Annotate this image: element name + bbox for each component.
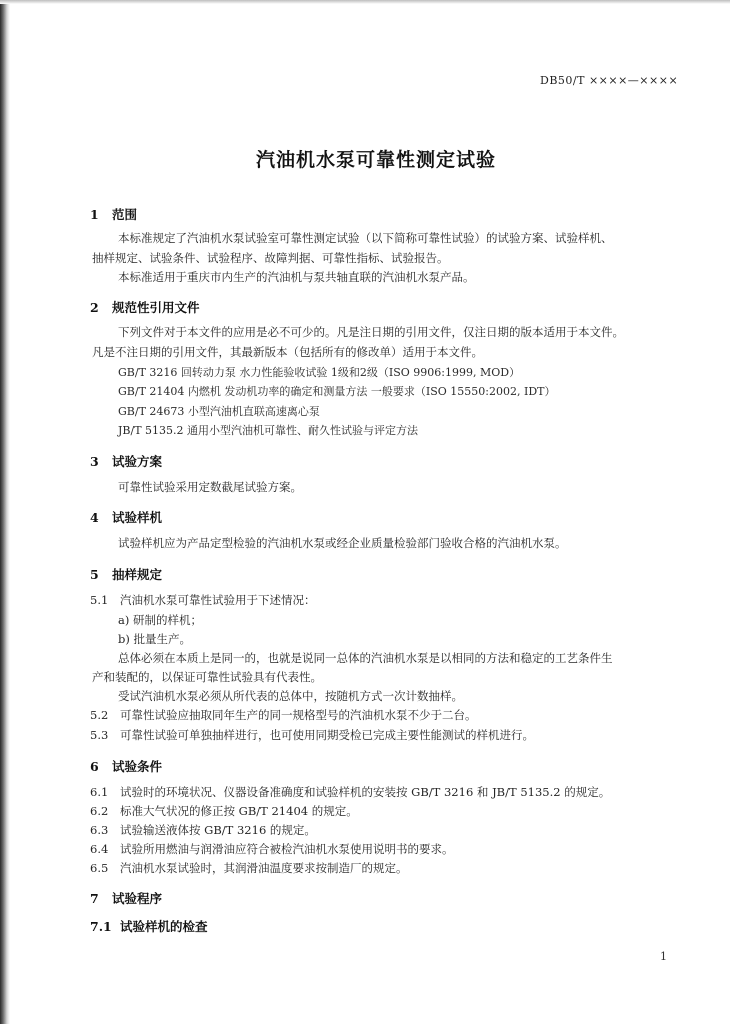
clause-text: 可靠性试验应抽取同年生产的同一规格型号的汽油机水泵不少于二台。: [120, 708, 477, 722]
section-title: 规范性引用文件: [112, 300, 200, 315]
clause-number: 5.3: [90, 728, 109, 742]
section-title: 试验程序: [112, 891, 163, 906]
section-1-heading: [90, 205, 137, 223]
clause-text: 汽油机水泵可靠性试验用于下述情况：: [120, 593, 316, 607]
section-title: 试验方案: [112, 454, 163, 469]
section-title: 抽样规定: [112, 567, 163, 582]
section-1-paragraph-1a: 本标准规定了汽油机水泵试验室可靠性测定试验（以下简称可靠性试验）的试验方案、试验样机、: [118, 231, 613, 245]
clause-number: 6.4: [90, 842, 109, 856]
reference-item: GB/T 3216 回转动力泵 水力性能验收试验 1级和2级（ISO 9906:1999, MOD）: [118, 366, 521, 379]
document-title: 汽油机水泵可靠性测定试验: [256, 149, 497, 171]
section-number: 1: [90, 207, 99, 222]
clause-6-2: [90, 803, 358, 819]
clause-number: 6.1: [90, 785, 109, 799]
section-5-paragraph-2: 受试汽油机水泵必须从所代表的总体中，按随机方式一次计数抽样。: [118, 689, 463, 703]
section-2-paragraph-1a: 下列文件对于本文件的应用是必不可少的。凡是注日期的引用文件，仅注日期的版本适用于本文件。: [118, 325, 624, 339]
clause-6-5: [90, 860, 408, 876]
clause-text: 试验输送液体按 GB/T 3216 的规定。: [120, 823, 316, 837]
clause-number: 6.2: [90, 804, 109, 818]
section-number: 7: [90, 891, 99, 906]
section-title: 试验条件: [112, 759, 163, 774]
reference-item: GB/T 24673 小型汽油机直联高速离心泵: [118, 405, 320, 418]
clause-number: 5.1: [90, 593, 109, 607]
clause-7-1-heading: [90, 917, 208, 935]
clause-6-4: [90, 841, 454, 857]
reference-item: JB/T 5135.2 通用小型汽油机可靠性、耐久性试验与评定方法: [118, 424, 419, 437]
section-number: 3: [90, 454, 99, 469]
section-4-paragraph: 试验样机应为产品定型检验的汽油机水泵或经企业质量检验部门验收合格的汽油机水泵。: [118, 536, 567, 550]
section-5-heading: [90, 565, 162, 583]
page-number: 1: [660, 950, 667, 963]
clause-6-3: [90, 822, 316, 838]
clause-text: 标准大气状况的修正按 GB/T 21404 的规定。: [120, 804, 358, 818]
clause-text: 可靠性试验可单独抽样进行，也可使用同期受检已完成主要性能测试的样机进行。: [120, 728, 534, 742]
section-4-heading: [90, 508, 162, 526]
list-item: a) 研制的样机；: [118, 613, 202, 627]
section-7-heading: [90, 889, 162, 907]
section-title: 范围: [112, 207, 138, 222]
section-6-heading: [90, 757, 162, 775]
section-number: 6: [90, 759, 99, 774]
clause-number: 6.3: [90, 823, 109, 837]
clause-text: 试验所用燃油与润滑油应符合被检汽油机水泵使用说明书的要求。: [120, 842, 454, 856]
standard-code: DB50/T ××××—××××: [540, 74, 679, 87]
clause-5-1: [90, 592, 316, 608]
list-item: b) 批量生产。: [118, 632, 192, 646]
clause-number: 5.2: [90, 708, 109, 722]
reference-item: GB/T 21404 内燃机 发动机功率的确定和测量方法 一般要求（ISO 15550:2002, IDT）: [118, 385, 556, 398]
section-number: 5: [90, 567, 99, 582]
clause-title: 试验样机的检查: [120, 919, 208, 934]
clause-5-2: [90, 707, 477, 723]
clause-number: 6.5: [90, 861, 109, 875]
section-1-paragraph-2: 本标准适用于重庆市内生产的汽油机与泵共轴直联的汽油机水泵产品。: [118, 270, 475, 284]
section-2-paragraph-1b: 凡是不注日期的引用文件，其最新版本（包括所有的修改单）适用于本文件。: [92, 345, 483, 359]
section-1-paragraph-1b: 抽样规定、试验条件、试验程序、故障判据、可靠性指标、试验报告。: [92, 251, 449, 265]
scan-shadow-left: [0, 0, 10, 1024]
scan-shadow-top: [0, 0, 730, 4]
clause-text: 汽油机水泵试验时，其润滑油温度要求按制造厂的规定。: [120, 861, 408, 875]
section-5-paragraph-1b: 产和装配的，以保证可靠性试验具有代表性。: [92, 670, 322, 684]
section-3-paragraph: 可靠性试验采用定数截尾试验方案。: [118, 480, 302, 494]
section-number: 2: [90, 300, 99, 315]
clause-text: 试验时的环境状况、仪器设备准确度和试验样机的安装按 GB/T 3216 和 JB/T 5135.2 的规定。: [120, 785, 611, 799]
section-number: 4: [90, 510, 99, 525]
clause-number: 7.1: [90, 919, 112, 934]
section-3-heading: [90, 452, 162, 470]
section-5-paragraph-1a: 总体必须在本质上是同一的，也就是说同一总体的汽油机水泵是以相同的方法和稳定的工艺条件生: [118, 651, 613, 665]
section-2-heading: [90, 298, 200, 316]
clause-6-1: [90, 784, 610, 800]
clause-5-3: [90, 727, 534, 743]
section-title: 试验样机: [112, 510, 163, 525]
